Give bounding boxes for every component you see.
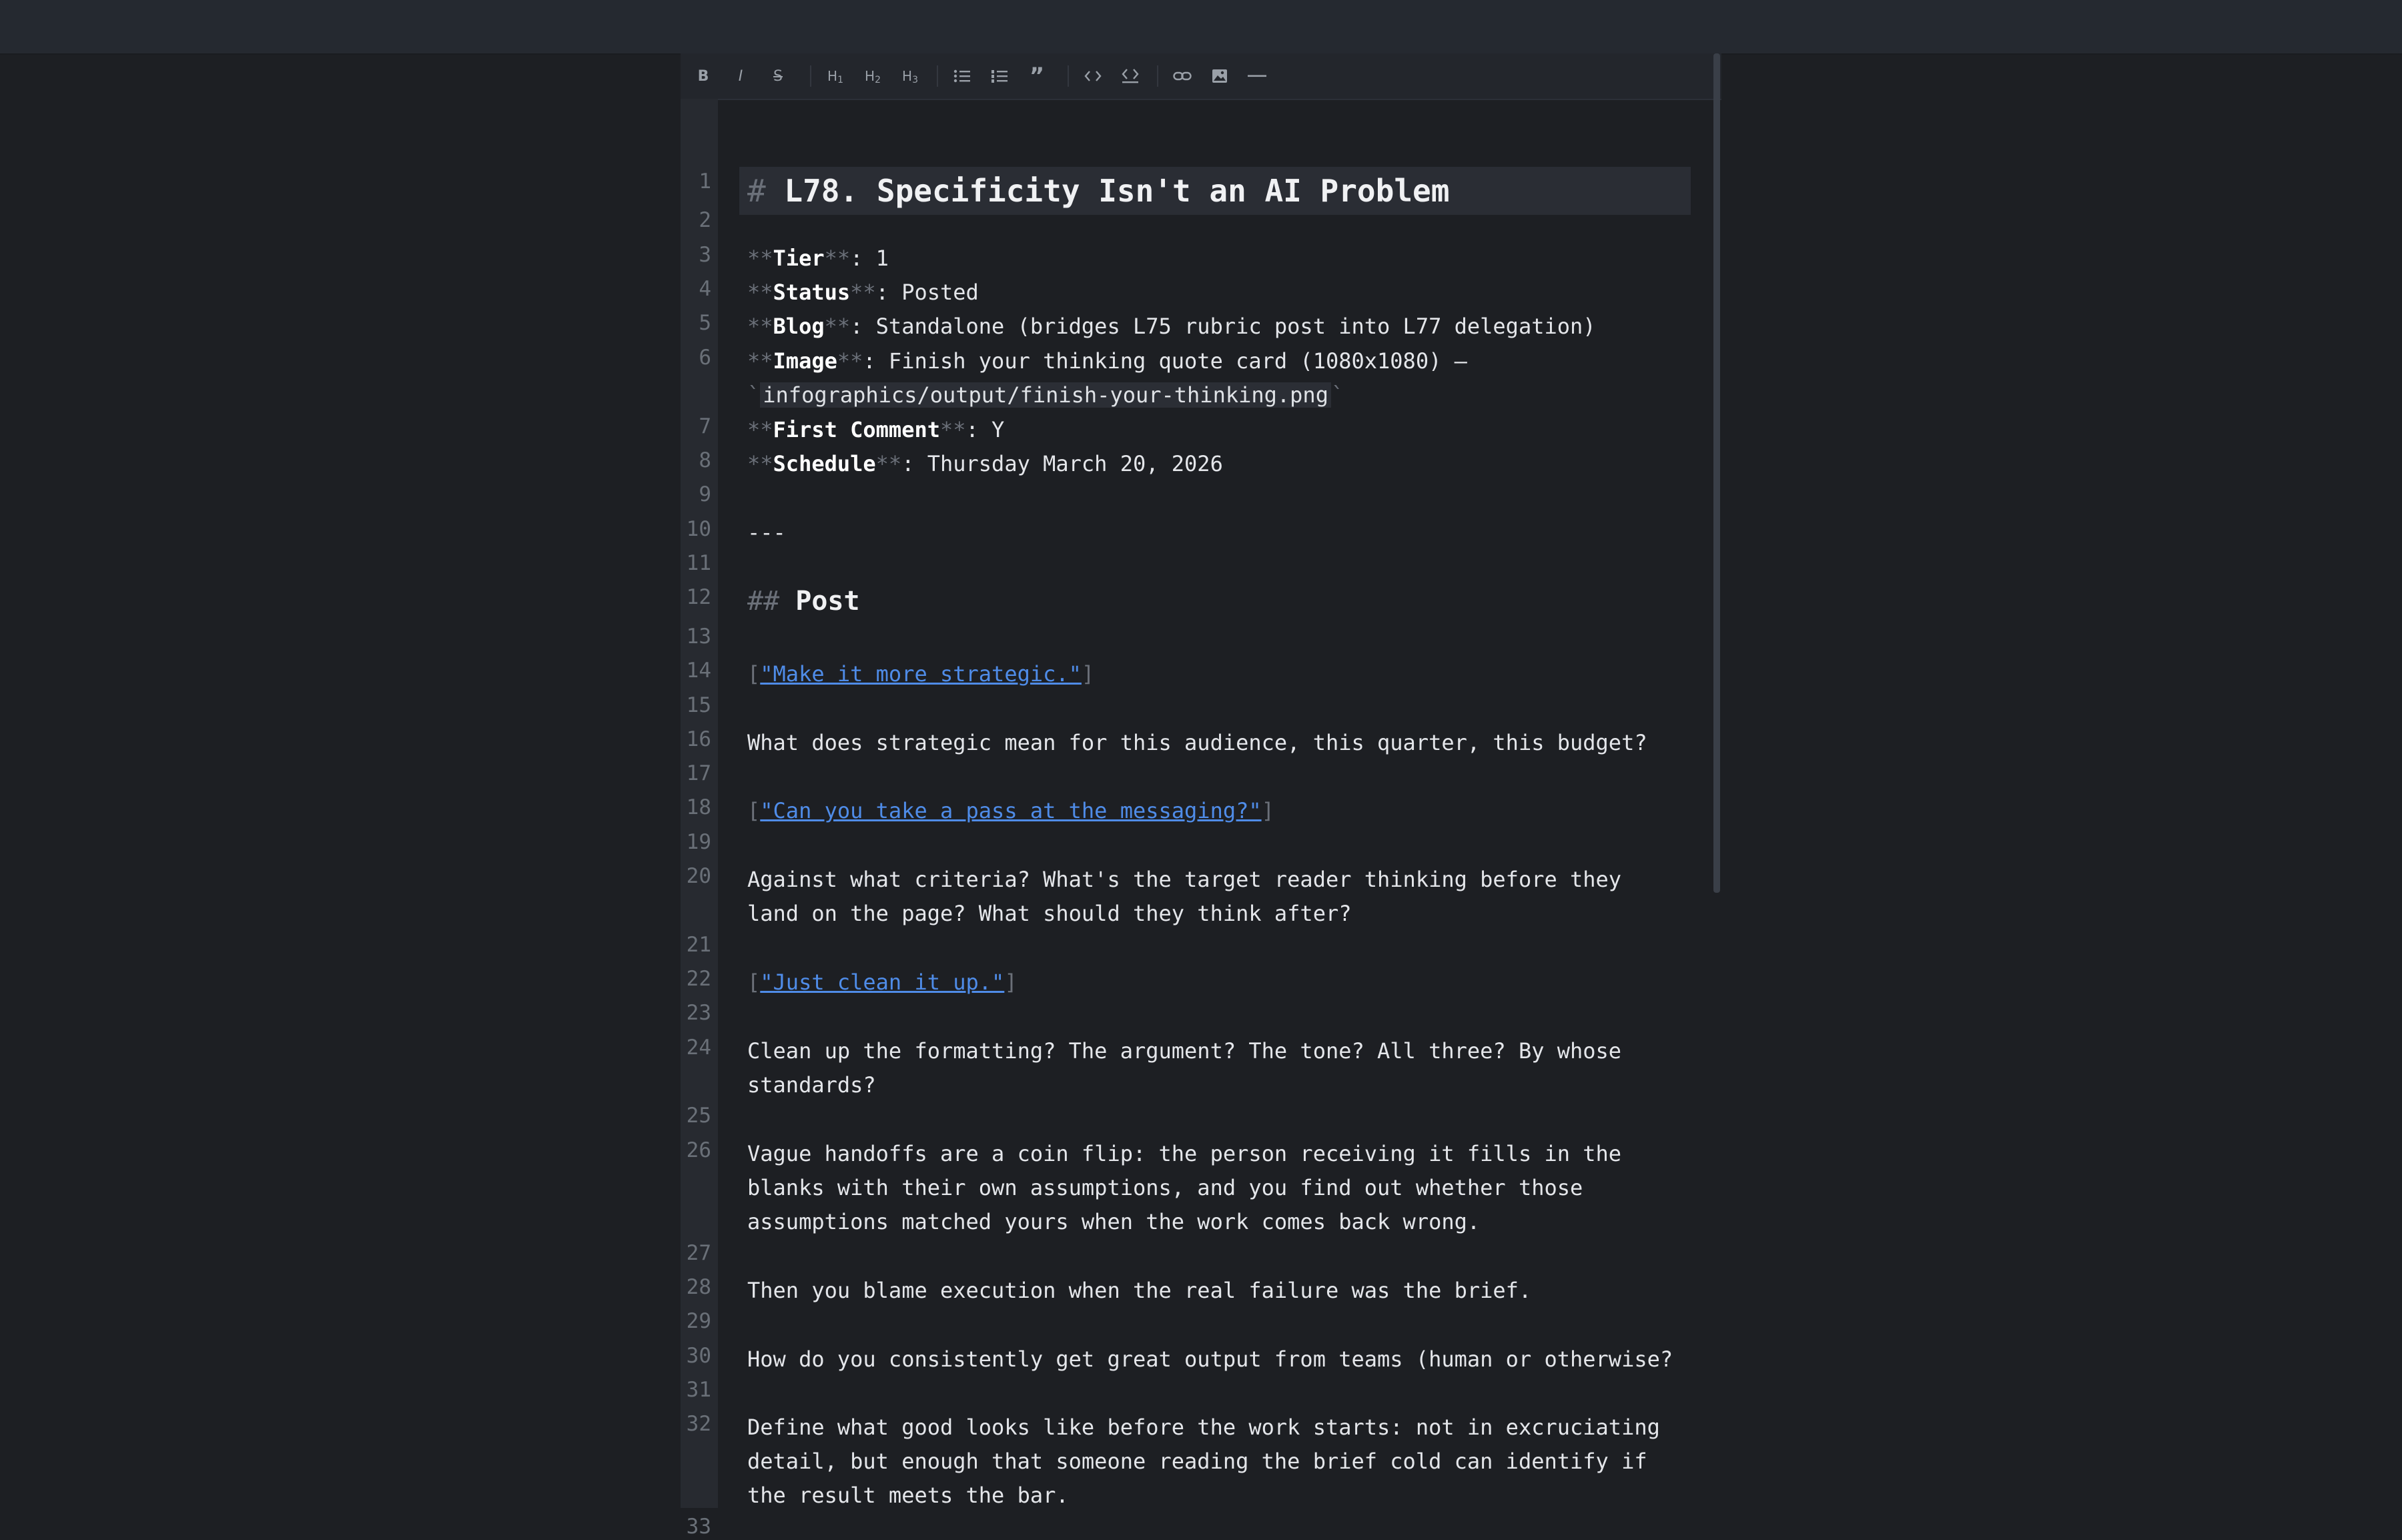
bracket-close: ] <box>1261 798 1274 823</box>
paragraph-text: Against what criteria? What's the target reader thinking before they <box>747 867 1622 892</box>
line-number: 19 <box>686 830 711 854</box>
line-number: 24 <box>686 1036 711 1060</box>
tier-line <box>747 242 1695 276</box>
paragraph-line <box>747 1034 1695 1068</box>
inline-code-button[interactable] <box>1080 63 1106 89</box>
bracket-open: [ <box>747 661 761 687</box>
paragraph-line <box>747 1445 1695 1479</box>
quote-line-1 <box>747 657 1695 691</box>
paragraph-text: land on the page? What should they think after? <box>747 901 1352 926</box>
paragraph-line <box>747 897 1695 931</box>
line-number: 6 <box>699 346 711 370</box>
bold-marker: ** <box>824 246 851 271</box>
line-number: 4 <box>699 277 711 301</box>
post-heading-line <box>747 585 1695 619</box>
line-number: 18 <box>686 795 711 819</box>
h3-label: H <box>902 68 913 84</box>
paragraph-line <box>747 1274 1695 1308</box>
numbered-list-button[interactable] <box>986 63 1013 89</box>
quote-line-3 <box>747 966 1695 1000</box>
paragraph-line <box>747 1342 1695 1377</box>
paragraph-text: the result meets the bar. <box>747 1483 1069 1508</box>
strikethrough-button[interactable]: S <box>773 67 783 85</box>
line-number: 27 <box>686 1241 711 1265</box>
tier-label: Tier <box>773 246 825 271</box>
toolbar-separator <box>1157 65 1158 87</box>
line-number: 30 <box>686 1344 711 1368</box>
bold-marker: ** <box>747 246 773 271</box>
line-number: 12 <box>686 585 711 609</box>
quote-link-2[interactable]: "Can you take a pass at the messaging?" <box>760 798 1262 823</box>
line-number: 32 <box>686 1412 711 1436</box>
paragraph-text: assumptions matched yours when the work comes back wrong. <box>747 1209 1481 1234</box>
bracket-open: [ <box>747 798 761 823</box>
first-comment-value: : Y <box>965 417 1005 442</box>
h2-sub: 2 <box>875 75 881 85</box>
paragraph-line <box>747 1171 1695 1205</box>
paragraph-text: standards? <box>747 1072 876 1098</box>
bracket-close: ] <box>1081 661 1095 687</box>
h1-label: H <box>827 68 838 84</box>
heading-1-button[interactable] <box>822 63 849 89</box>
toolbar-separator <box>1068 65 1069 87</box>
editor-scrollbar[interactable] <box>1713 53 1720 893</box>
line-number: 31 <box>686 1378 711 1402</box>
post-heading: Post <box>795 586 860 617</box>
horizontal-rule-icon <box>1248 74 1266 78</box>
line-number: 15 <box>686 693 711 717</box>
heading-3-button[interactable] <box>897 63 923 89</box>
backtick: ` <box>1330 382 1344 408</box>
paragraph-line <box>747 863 1695 897</box>
paragraph-line <box>747 1205 1695 1239</box>
paragraph-text: How do you consistently get great output from teams (human or otherwise? <box>747 1346 1673 1372</box>
image-value: : Finish your thinking quote card (1080x1080) — <box>863 348 1467 374</box>
line-number-gutter <box>681 99 718 1539</box>
schedule-value: : Thursday March 20, 2026 <box>901 451 1223 476</box>
first-comment-line <box>747 413 1695 447</box>
bold-marker: ** <box>747 314 773 339</box>
image-line <box>747 344 1695 378</box>
line-number: 28 <box>686 1275 711 1299</box>
paragraph-text: blanks with their own assumptions, and you find out whether those <box>747 1175 1583 1200</box>
line-number: 21 <box>686 933 711 957</box>
blog-label: Blog <box>773 314 825 339</box>
line-number: 5 <box>699 311 711 335</box>
line-number: 9 <box>699 482 711 506</box>
h3-sub: 3 <box>912 75 918 85</box>
bold-button[interactable]: B <box>697 67 709 85</box>
horizontal-rule-button[interactable] <box>1244 63 1270 89</box>
image-button[interactable] <box>1206 63 1233 89</box>
bold-marker: ** <box>837 348 863 374</box>
line-number: 10 <box>686 517 711 541</box>
bullet-list-icon <box>953 69 971 83</box>
link-button[interactable] <box>1169 63 1196 89</box>
paragraph-text: Define what good looks like before the work starts: not in excruciating <box>747 1415 1660 1440</box>
line-number: 14 <box>686 659 711 683</box>
line-number: 25 <box>686 1104 711 1128</box>
editor-content[interactable] <box>747 99 1708 1508</box>
h1-sub: 1 <box>837 75 843 85</box>
blockquote-button[interactable] <box>1024 63 1050 89</box>
hr-text: --- <box>747 520 786 545</box>
quote-icon: ” <box>1029 63 1045 89</box>
paragraph-line <box>747 1479 1695 1513</box>
line-number: 13 <box>686 625 711 649</box>
blog-value: : Standalone (bridges L75 rubric post into L77 delegation) <box>850 314 1596 339</box>
paragraph-text: Then you blame execution when the real failure was the brief. <box>747 1278 1532 1303</box>
quote-line-2 <box>747 794 1695 828</box>
paragraph-text: Vague handoffs are a coin flip: the person receiving it fills in the <box>747 1141 1622 1166</box>
schedule-label: Schedule <box>773 451 876 476</box>
bold-marker: ** <box>875 451 902 476</box>
status-label: Status <box>773 280 851 305</box>
paragraph-line <box>747 1137 1695 1171</box>
line-number: 22 <box>686 967 711 991</box>
line-number: 1 <box>699 169 711 194</box>
paragraph-text: Clean up the formatting? The argument? The tone? All three? By whose <box>747 1038 1622 1064</box>
image-icon <box>1212 69 1228 83</box>
line-number: 3 <box>699 243 711 267</box>
code-block-icon <box>1122 68 1139 84</box>
horizontal-rule <box>747 516 1695 550</box>
line-number: 2 <box>699 208 711 232</box>
quote-link-1[interactable]: "Make it more strategic." <box>760 661 1082 687</box>
document-title-line <box>747 171 1695 211</box>
line-number: 7 <box>699 414 711 438</box>
schedule-line <box>747 447 1695 481</box>
h2-marker: ## <box>747 586 780 617</box>
bold-marker: ** <box>850 280 876 305</box>
paragraph-text: detail, but enough that someone reading the brief cold can identify if <box>747 1449 1647 1474</box>
italic-button[interactable]: I <box>738 67 743 85</box>
h2-label: H <box>865 68 875 84</box>
code-block-button[interactable] <box>1117 63 1144 89</box>
line-number: 29 <box>686 1309 711 1333</box>
line-number: 20 <box>686 864 711 888</box>
bold-marker: ** <box>747 451 773 476</box>
toolbar-separator <box>937 65 938 87</box>
paragraph-line <box>747 1068 1695 1102</box>
tier-value: : 1 <box>850 246 889 271</box>
line-number: 26 <box>686 1138 711 1162</box>
link-icon <box>1173 71 1192 81</box>
numbered-list-icon <box>991 69 1008 83</box>
editor-toolbar <box>681 53 1721 100</box>
quote-link-3[interactable]: "Just clean it up." <box>760 970 1005 995</box>
status-value: : Posted <box>875 280 979 305</box>
bullet-list-button[interactable] <box>949 63 975 89</box>
markdown-editor[interactable] <box>681 53 1721 1539</box>
bracket-close: ] <box>1004 970 1018 995</box>
bold-marker: ** <box>747 417 773 442</box>
backtick: ` <box>747 382 761 408</box>
heading-2-button[interactable] <box>859 63 886 89</box>
blog-line <box>747 310 1695 344</box>
line-number: 11 <box>686 551 711 575</box>
image-path-line <box>747 378 1695 412</box>
h1-marker: # <box>747 173 766 209</box>
bold-marker: ** <box>939 417 966 442</box>
code-icon <box>1084 69 1102 83</box>
bold-marker: ** <box>747 348 773 374</box>
document-title: L78. Specificity Isn't an AI Problem <box>784 173 1450 209</box>
line-number: 17 <box>686 761 711 785</box>
paragraph-text: What does strategic mean for this audience, this quarter, this budget? <box>747 730 1647 755</box>
paragraph-line <box>747 726 1695 760</box>
line-number: 8 <box>699 448 711 472</box>
bold-marker: ** <box>824 314 851 339</box>
line-number: 23 <box>686 1001 711 1025</box>
line-number: 33 <box>686 1515 711 1539</box>
image-path: infographics/output/finish-your-thinking.png <box>760 382 1331 408</box>
status-line <box>747 276 1695 310</box>
app-top-bar <box>0 0 2402 55</box>
bracket-open: [ <box>747 970 761 995</box>
toolbar-separator <box>810 65 811 87</box>
image-label: Image <box>773 348 837 374</box>
paragraph-line <box>747 1411 1695 1445</box>
bold-marker: ** <box>747 280 773 305</box>
first-comment-label: First Comment <box>773 417 940 442</box>
line-number: 16 <box>686 727 711 751</box>
